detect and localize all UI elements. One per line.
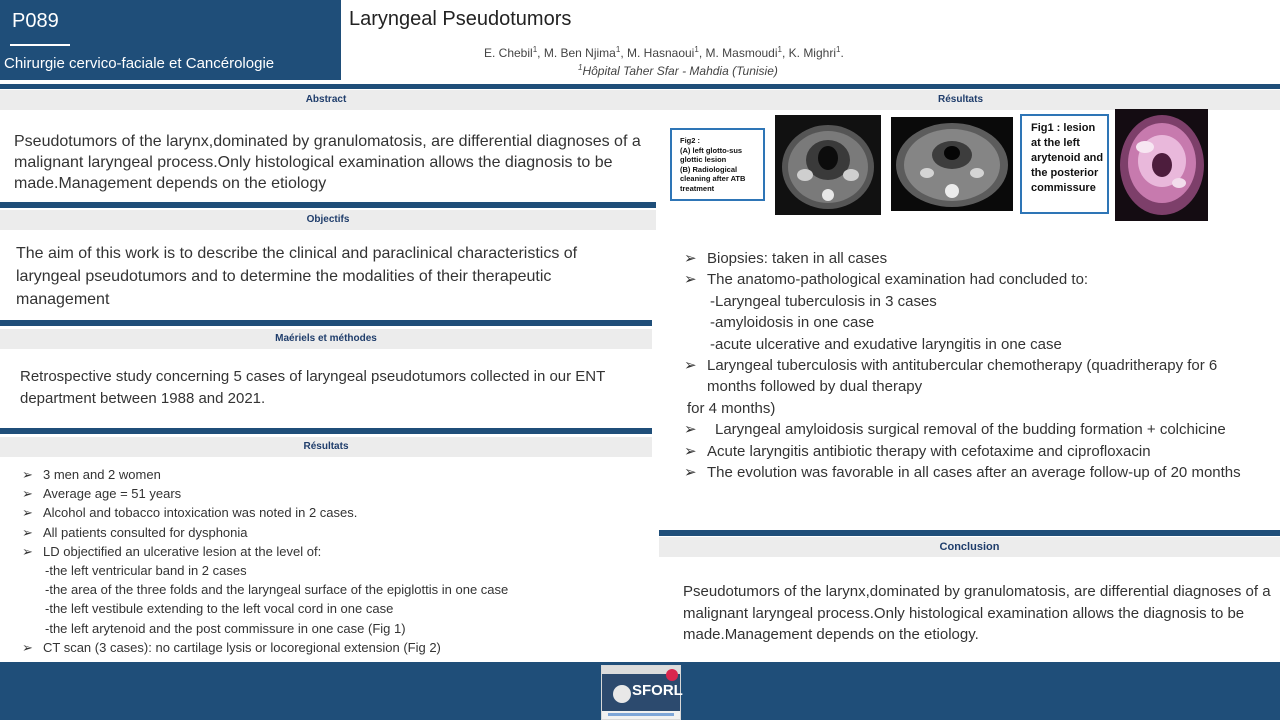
results-left-heading: Résultats (0, 437, 652, 457)
methods-text: Retrospective study concerning 5 cases of laryngeal pseudotumors collected in our ENT department between 1988 and 2021. (20, 368, 606, 407)
list-item: ➢ LD objectified an ulcerative lesion at the level of: -the left ventricular band in 2 cases -the area of the three folds and the laryngeal surface of the epiglottis in one case -the left vestibule extending to the left vocal cord in one case -the left arytenoid and the post commissure in one case (Fig 1) (22, 542, 652, 638)
sub-item: -amyloidosis in one case (710, 314, 875, 332)
abstract-text: Pseudotumors of the larynx,dominated by granulomatosis, are differential diagnoses of a malignant laryngeal process.Only histological examination allows the diagnosis to be made.Management depends on the etiology (14, 133, 641, 192)
list-item: ➢ Laryngeal amyloidosis surgical removal of the budding formation + colchicine (684, 421, 1226, 439)
sub-item: -the area of the three folds and the laryngeal surface of the epiglottis in one case (45, 582, 509, 598)
sub-item: for 4 months) (687, 399, 776, 417)
list-item: ➢ The anatomo-pathological examination had concluded to: -Laryngeal tuberculosis in 3 cases -amyloidosis in one case -acute ulcerative and exudative laryngitis in one case (684, 269, 1266, 355)
list-item: ➢ Acute laryngitis antibiotic therapy with cefotaxime and ciprofloxacin (684, 442, 1151, 460)
logo-text: SFORL (632, 682, 683, 699)
list-item: ➢ The evolution was favorable in all cases after an average follow-up of 20 months (684, 464, 1241, 482)
poster-code: P089 (12, 10, 59, 32)
objectifs-text: The aim of this work is to describe the clinical and paraclinical characteristics of laryngeal pseudotumors and to determine the modalities of their therapeutic management (16, 245, 578, 308)
list-item: ➢ CT scan (3 cases): no cartilage lysis or locoregional extension (Fig 2) (22, 639, 441, 655)
list-item: ➢ All patients consulted for dysphonia (22, 524, 248, 540)
list-item: ➢ Laryngeal tuberculosis with antitubercular chemotherapy (quadritherapy for 6 months followed by dual therapy for 4 months) (684, 355, 1266, 419)
sforl-logo (601, 665, 681, 720)
authors: E. Chebil$^1$, M. Ben Njima$^1$, M. Hasnaoui$^1$, M. Masmoudi$^1$, K. Mighri$^1$. (484, 45, 844, 60)
author: M. Masmoudi (705, 46, 778, 60)
list-item: ➢ Biopsies: taken in all cases (684, 250, 888, 267)
fig2-caption: Fig2 : (A) left glotto-sus glottic lesion (B) Radiological cleaning after ATB treatment (670, 128, 765, 201)
sub-item: -acute ulcerative and exudative laryngitis in one case (710, 335, 1062, 353)
author: M. Ben Njima (543, 46, 616, 60)
author: K. Mighri (788, 46, 836, 60)
list-item: ➢ 3 men and 2 women (22, 467, 161, 482)
conclusion-heading: Conclusion (659, 537, 1280, 557)
list-item: ➢ Alcohol and tobacco intoxication was noted in 2 cases. (22, 505, 358, 521)
objectifs-bar (0, 202, 656, 208)
abstract-heading: Abstract (0, 90, 652, 110)
methods-bar (0, 320, 652, 326)
author: M. Hasnaoui (626, 46, 695, 60)
ct-scan-image-b (891, 117, 1013, 211)
objectifs-heading: Objectifs (0, 210, 656, 230)
methods-heading: Maériels et méthodes (0, 329, 652, 349)
fig1-caption: Fig1 : lesion at the left arytenoid and the posterior commissure (1020, 114, 1109, 214)
conclusion-text: Pseudotumors of the larynx,dominated by granulomatosis, are differential diagnoses of a malignant laryngeal process.Only histological examination allows the diagnosis to be made.Management depends on the etiology. (683, 583, 1271, 643)
list-item: ➢ Average age = 51 years (22, 486, 182, 502)
affiliation: $^1$Hôpital Taher Sfar - Mahdia (Tunisie) (578, 63, 778, 78)
code-underline (10, 44, 70, 46)
results-right-heading: Résultats (641, 90, 1280, 110)
sub-item: -the left arytenoid and the post commissure in one case (Fig 1) (45, 620, 406, 636)
author: E. Chebil (484, 46, 533, 60)
poster-title: Laryngeal Pseudotumors (349, 8, 572, 30)
sub-item: -the left ventricular band in 2 cases (45, 563, 247, 579)
results-left-bar (0, 428, 652, 434)
header-divider (0, 84, 1280, 89)
results-right-list (684, 248, 1266, 483)
endoscopy-image (1115, 109, 1208, 221)
specialty: Chirurgie cervico-faciale et Cancérologie (4, 55, 275, 72)
ct-scan-image-a (775, 115, 881, 215)
sub-item: -the left vestibule extending to the left vocal cord in one case (45, 601, 394, 617)
results-left-list (22, 465, 652, 657)
sub-item: -Laryngeal tuberculosis in 3 cases (710, 292, 937, 310)
conclusion-bar (659, 530, 1280, 536)
